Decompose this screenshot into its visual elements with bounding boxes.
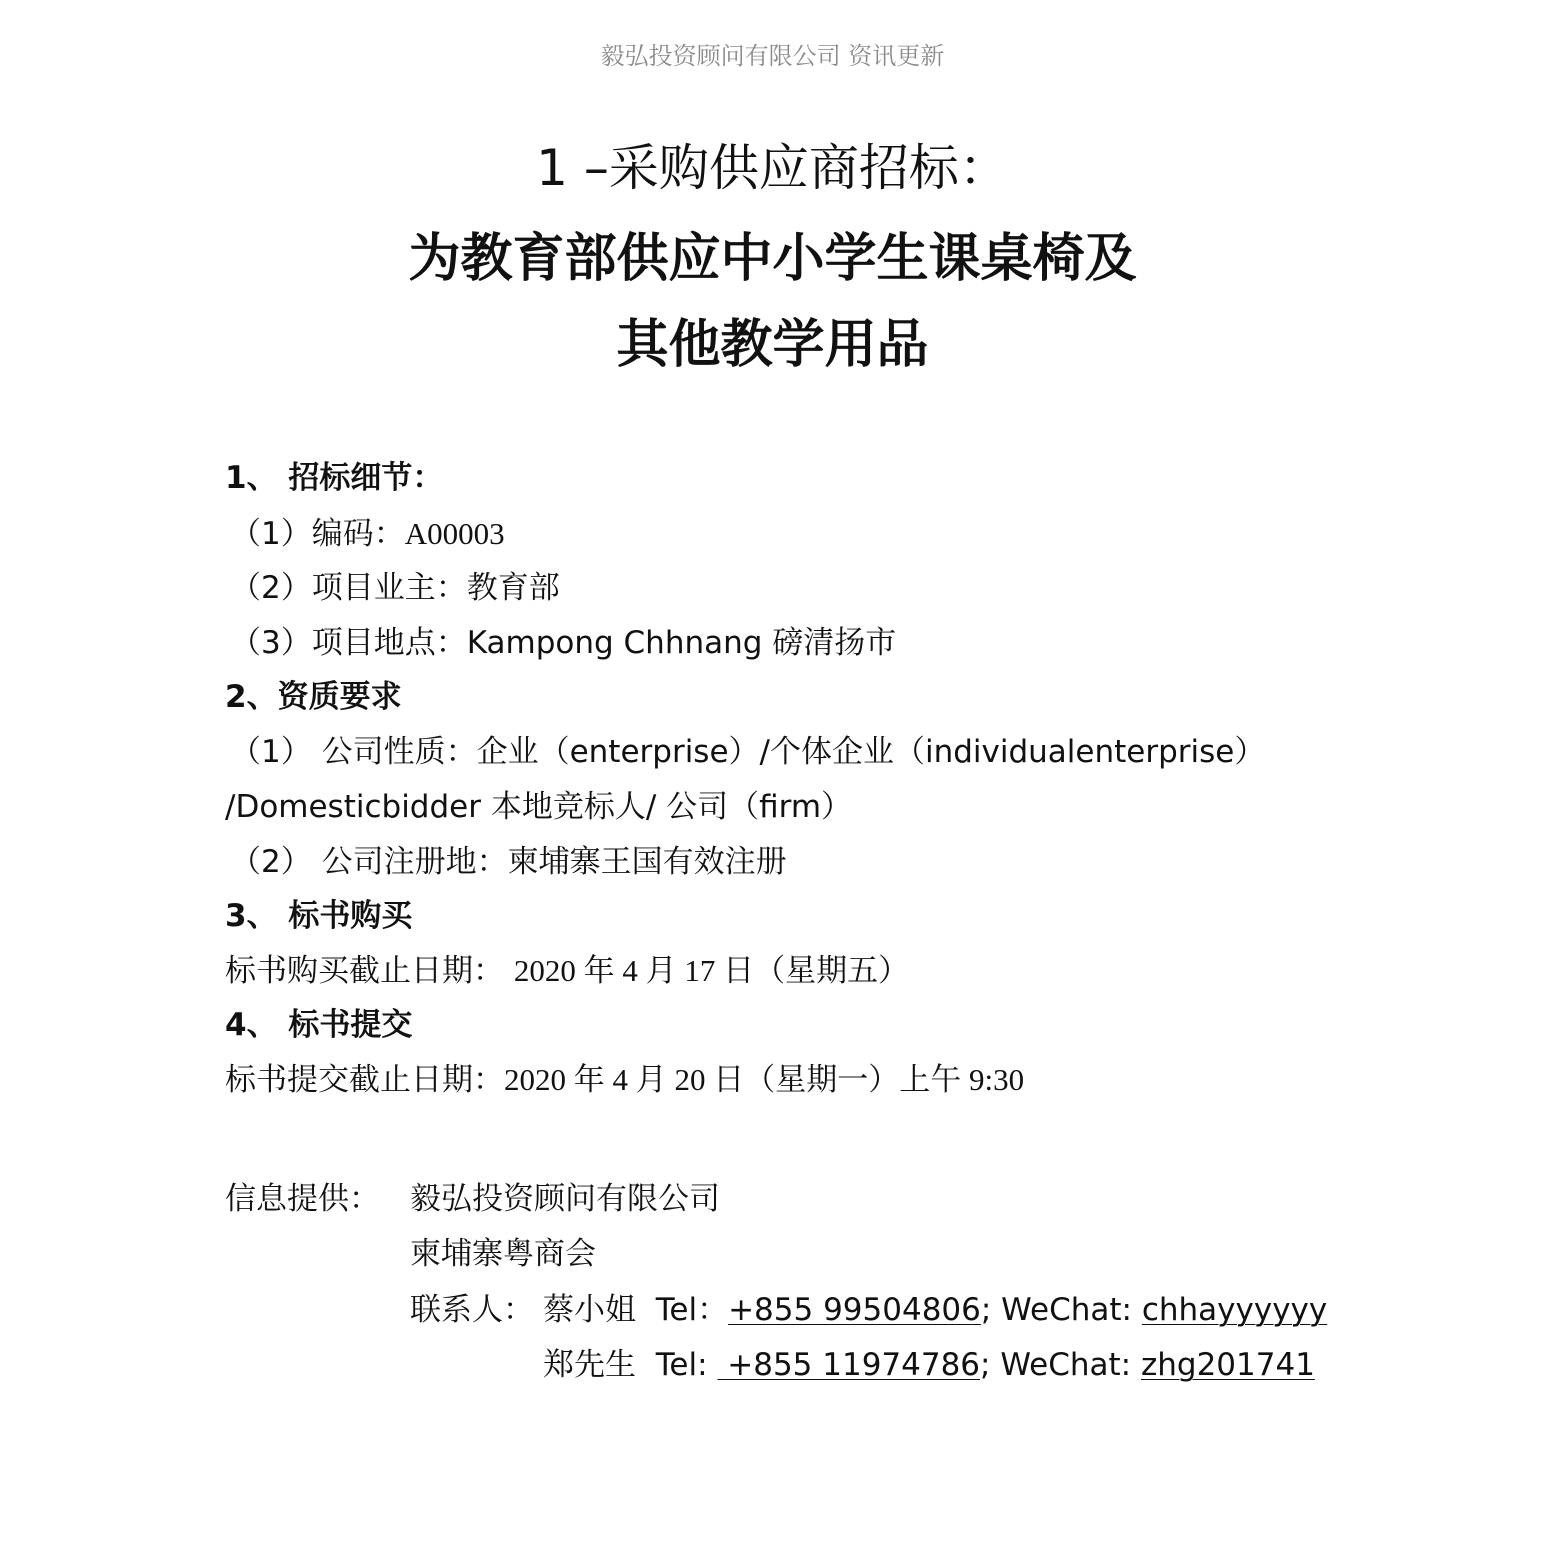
contact-name: 郑先生 (543, 1347, 636, 1383)
phone-link[interactable]: +855 11974786 (717, 1347, 981, 1383)
purchase-deadline-label: 标书购买截止日期： (225, 953, 504, 989)
wechat-id[interactable]: zhg201741 (1140, 1347, 1315, 1383)
tel-label: Tel: (655, 1347, 708, 1383)
contact-name: 蔡小姐 (543, 1292, 636, 1328)
item-1-code: A00003 (404, 516, 505, 551)
contact-row-2 (543, 1339, 1315, 1384)
section-1-item-3: （3）项目地点：Kampong Chhnang 磅清扬市 (230, 625, 897, 661)
purchase-deadline-date: 2020 年 4 月 17 日（星期五） (513, 953, 910, 988)
section-3-deadline (225, 945, 909, 990)
section-4-heading: 4、 标书提交 (225, 1007, 413, 1043)
section-1-item-1 (230, 508, 505, 553)
title-line-1: 1 –采购供应商招标： (536, 139, 1009, 197)
title-line-3: 其他教学用品 (616, 315, 929, 375)
tel-label: Tel： (655, 1292, 729, 1328)
contact-label: 联系人： (410, 1292, 534, 1328)
section-1-item-2: （2）项目业主：教育部 (230, 570, 560, 606)
wechat-id[interactable]: chhayyyyyy (1141, 1292, 1328, 1328)
document-header: 毅弘投资顾问有限公司 资讯更新 (600, 42, 945, 70)
section-3-heading: 3、 标书购买 (225, 898, 413, 934)
info-label: 信息提供： (225, 1181, 380, 1217)
info-org-1: 毅弘投资顾问有限公司 (410, 1181, 720, 1217)
phone-link[interactable]: +855 99504806 (728, 1292, 981, 1328)
section-1-heading: 1、 招标细节： (225, 460, 444, 496)
section-4-deadline (225, 1054, 1024, 1099)
section-2-item-1a: （1） 公司性质：企业（enterprise）/个体企业（individualenterprise） (230, 734, 1266, 770)
section-2-item-1b: /Domesticbidder 本地竞标人/ 公司（firm） (225, 789, 853, 825)
section-2-heading: 2、资质要求 (225, 679, 402, 715)
contact-row-1 (543, 1284, 1327, 1329)
wechat-label: ; WeChat: (980, 1292, 1142, 1328)
submission-deadline-label: 标书提交截止日期： (225, 1062, 504, 1098)
info-org-2: 柬埔寨粤商会 (410, 1236, 596, 1272)
title-line-2: 为教育部供应中小学生课桌椅及 (408, 229, 1137, 289)
section-2-item-2: （2） 公司注册地：柬埔寨王国有效注册 (230, 844, 787, 880)
wechat-label: ; WeChat: (980, 1347, 1141, 1383)
submission-deadline-date: 2020 年 4 月 20 日（星期一）上午 9:30 (504, 1062, 1025, 1097)
item-1-label: （1）编码： (230, 516, 405, 552)
